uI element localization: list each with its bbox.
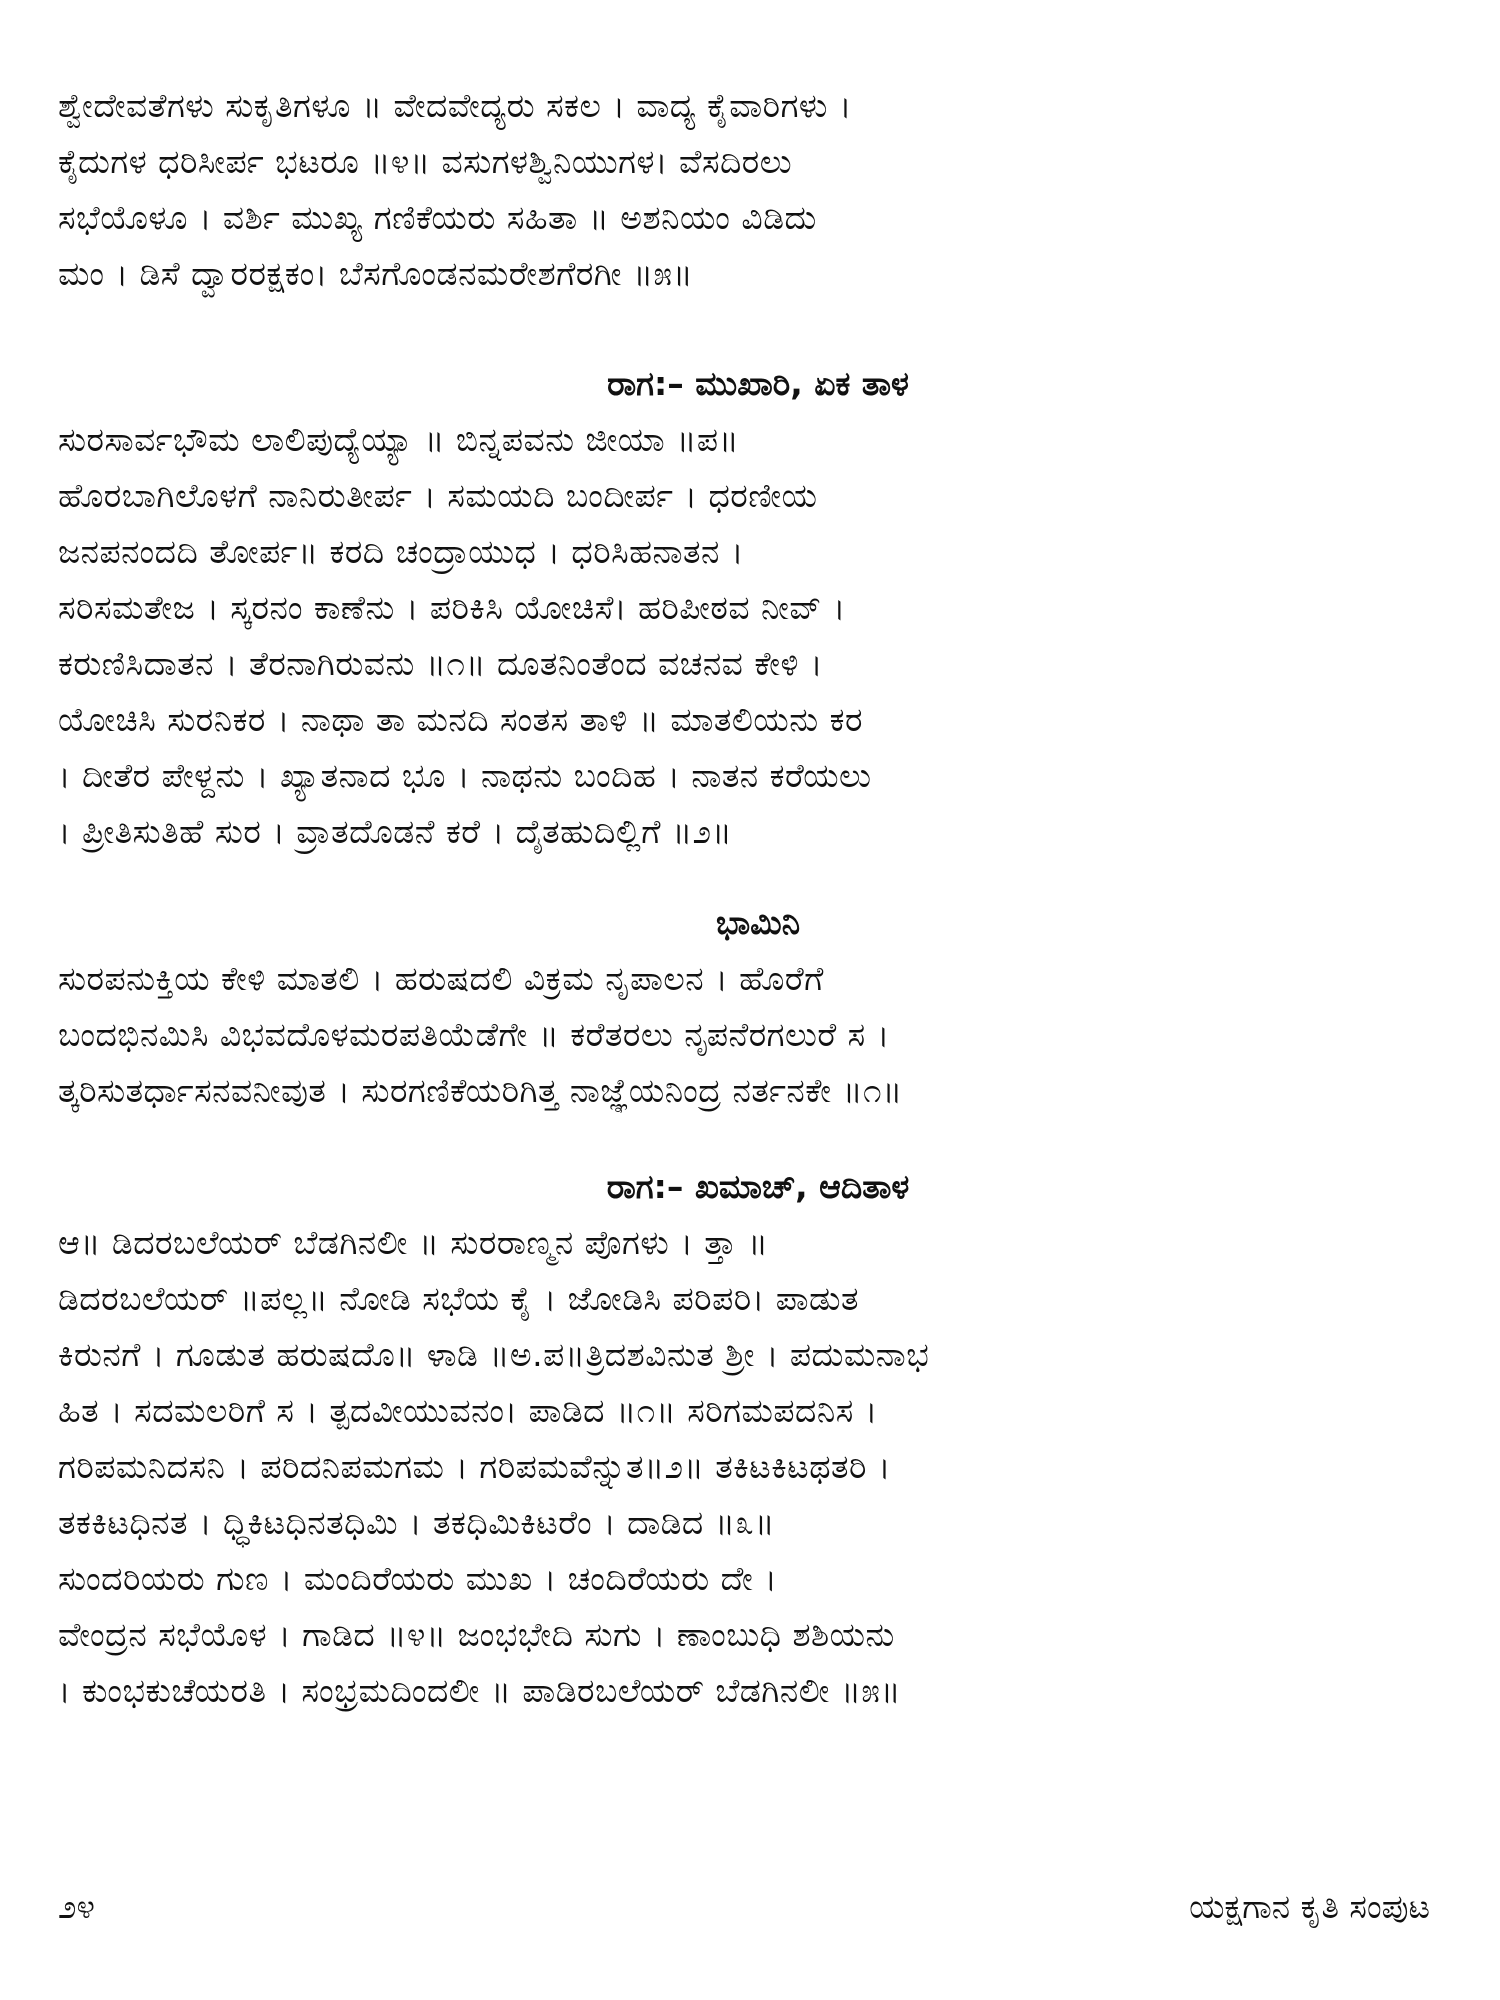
verse-line: ಜನಪನಂದದಿ ತೋರ್ಪ॥ ಕರದಿ ಚಂದ್ರಾಯುಧ । ಧರಿಸಿಹನಾತನ । [58,532,744,571]
verse-line: ಸುರಸಾರ್ವಭೌಮ ಲಾಲಿಪುದ್ಯೆಯ್ಯಾ ॥ ಬಿನ್ನಪವನು ಜೀಯಾ ॥ಪ॥ [58,420,740,459]
verse-line: ಮಂ । ಡಿಸೆ ದ್ವಾರರಕ್ಷಕಂ। ಬೆಸಗೊಂಡನಮರೇಶಗೆರಗೀ ॥೫॥ [58,254,694,293]
verse-line: ಸಭೆಯೊಳೂ । ವರ್ಶಿ ಮುಖ್ಯ ಗಣಿಕೆಯರು ಸಹಿತಾ ॥ ಅಶನಿಯಂ ವಿಡಿದು [58,198,817,237]
verse-line: ಕರುಣಿಸಿದಾತನ । ತೆರನಾಗಿರುವನು ॥೧॥ ದೂತನಿಂತೆಂದ ವಚನವ ಕೇಳಿ । [58,644,824,683]
verse-line: ಗರಿಪಮನಿದಸನಿ । ಪರಿದನಿಪಮಗಮ । ಗರಿಪಮವೆನ್ನುತ॥೨॥ ತಕಿಟಕಿಟಥತರಿ । [58,1447,891,1486]
verse-line: ಯೋಚಿಸಿ ಸುರನಿಕರ । ನಾಥಾ ತಾ ಮನದಿ ಸಂತಸ ತಾಳಿ ॥ ಮಾತಲಿಯನು ಕರ [58,700,863,739]
verse-line: ಹೊರಬಾಗಿಲೊಳಗೆ ನಾನಿರುತೀರ್ಪ । ಸಮಯದಿ ಬಂದೀರ್ಪ । ಧರಣೀಯ [58,476,818,515]
verse-line: ಹಿತ । ಸದಮಲರಿಗೆ ಸ । ತ್ಪದವೀಯುವನಂ। ಪಾಡಿದ ॥೧॥ ಸರಿಗಮಪದನಿಸ । [58,1391,878,1430]
book-title: ಯಕ್ಷಗಾನ ಕೃತಿ ಸಂಪುಟ [1189,1887,1430,1926]
verse-line: ಕಿರುನಗೆ । ಗೂಡುತ ಹರುಷದೊ॥ ಳಾಡಿ ॥ಅ.ಪ॥ತ್ರಿದಶವಿನುತ ಶ್ರೀ । ಪದುಮನಾಭ [58,1335,930,1374]
section-mukhari [58,356,1458,860]
section-heading: ಭಾಮಿನಿ [715,903,801,942]
verse-line: । ದೀತೆರ ಪೇಳ್ದನು । ಖ್ಯಾತನಾದ ಭೂ । ನಾಥನು ಬಂದಿಹ । ನಾತನ ಕರೆಯಲು [58,756,872,795]
verse-line: ವೇಂದ್ರನ ಸಭೆಯೊಳ । ಗಾಡಿದ ॥೪॥ ಜಂಭಭೇದಿ ಸುಗು । ಣಾಂಬುಧಿ ಶಶಿಯನು [58,1615,895,1654]
verse-line: ಸುರಪನುಕ್ತಿಯ ಕೇಳಿ ಮಾತಲಿ । ಹರುಷದಲಿ ವಿಕ್ರಮ ನೃಪಾಲನ । ಹೊರೆಗೆ [58,959,824,998]
section-heading: ರಾಗ:– ಖಮಾಚ್, ಆದಿತಾಳ [606,1167,910,1206]
verse-line: ತ್ಕರಿಸುತರ್ಧಾಸನವನೀವುತ । ಸುರಗಣಿಕೆಯರಿಗಿತ್ತ ನಾಜ್ಞೆಯನಿಂದ್ರ ನರ್ತನಕೇ ॥೧॥ [58,1071,903,1110]
verse-line: ಆ॥ ಡಿದರಬಲೆಯರ್ ಬೆಡಗಿನಲೀ ॥ ಸುರರಾಣ್ಮನ ಪೊಗಳು । ತ್ತಾ ॥ [58,1223,769,1262]
section-khamach [58,1159,1458,1719]
verse-line: ಸರಿಸಮತೇಜ । ಸ್ಕರನಂ ಕಾಣೆನು । ಪರಿಕಿಸಿ ಯೋಚಿಸೆ। ಹರಿಪೀಠವ ನೀವ್ । [58,588,846,627]
section-bhamini [58,895,1458,1119]
verse-line: । ಪ್ರೀತಿಸುತಿಹೆ ಸುರ । ವ್ರಾತದೊಡನೆ ಕರೆ । ದೈತಹುದಿಲ್ಲಿಗೆ ॥೨॥ [58,812,733,851]
verse-line: ಶ್ವೇದೇವತೆಗಳು ಸುಕೃತಿಗಳೂ ॥ ವೇದವೇದ್ಯರು ಸಕಲ । ವಾದ್ಯ ಕೈವಾರಿಗಳು । [58,86,852,125]
verse-line: ಡಿದರಬಲೆಯರ್ ॥ಪಲ್ಲ॥ ನೋಡಿ ಸಭೆಯ ಕೈ । ಜೋಡಿಸಿ ಪರಿಪರಿ। ಪಾಡುತ [58,1279,859,1318]
verse-block-1 [58,78,1458,302]
verse-line: ಕೈದುಗಳ ಧರಿಸೀರ್ಪ ಭಟರೂ ॥೪॥ ವಸುಗಳಶ್ವಿನಿಯುಗಳ। ವೆಸದಿರಲು [58,142,793,181]
verse-line: ಸುಂದರಿಯರು ಗುಣ । ಮಂದಿರೆಯರು ಮುಖ । ಚಂದಿರೆಯರು ದೇ । [58,1559,778,1598]
page-number: ೨೪ [58,1887,95,1926]
verse-line: ತಕಕಿಟಧಿನತ । ಧ್ಧಿಕಿಟಧಿನತಧಿಮಿ । ತಕಧಿಮಿಕಿಟರೆಂ । ದಾಡಿದ ॥೩॥ [58,1503,775,1542]
section-heading: ರಾಗ:– ಮುಖಾರಿ, ಏಕ ತಾಳ [607,364,909,403]
verse-line: ಬಂದಭಿನಮಿಸಿ ವಿಭವದೊಳಮರಪತಿಯೆಡೆಗೇ ॥ ಕರೆತರಲು ನೃಪನೆರಗಲುರೆ ಸ । [58,1015,890,1054]
verse-line: । ಕುಂಭಕುಚೆಯರತಿ । ಸಂಭ್ರಮದಿಂದಲೀ ॥ ಪಾಡಿರಬಲೆಯರ್ ಬೆಡಗಿನಲೀ ॥೫॥ [58,1671,901,1710]
